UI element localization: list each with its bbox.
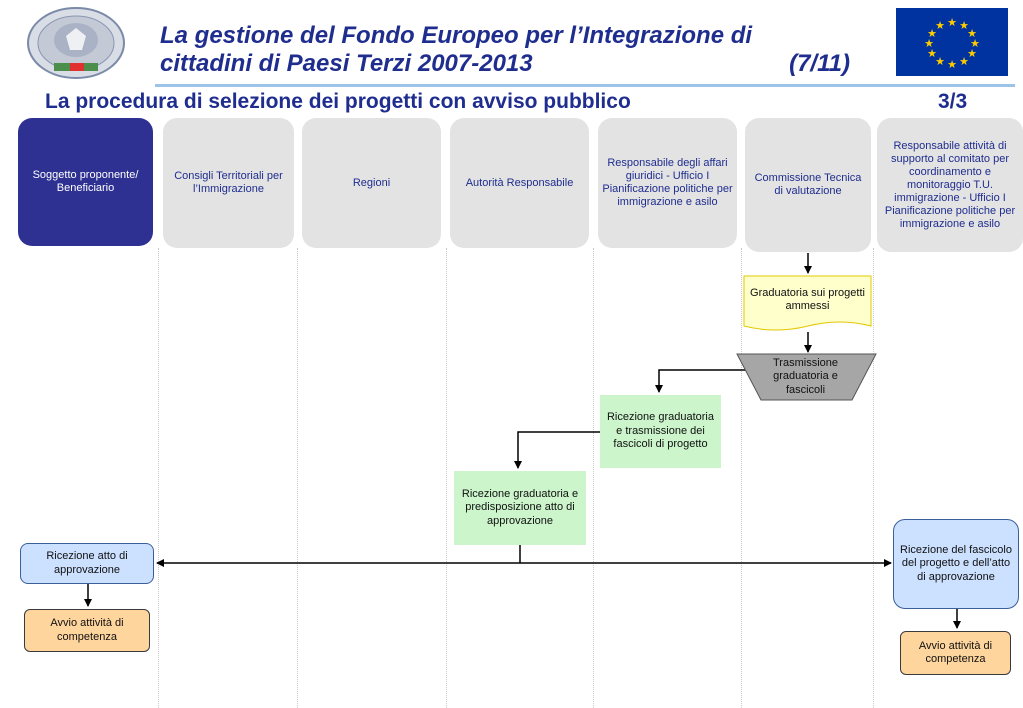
graduatoria-document: Graduatoria sui progetti ammessi: [750, 286, 865, 312]
trasmissione-step: Trasmissione graduatoria e fascicoli: [773, 356, 838, 396]
lane-header-consigli-territoriali: Consigli Territoriali per l’Immigrazione: [163, 118, 294, 248]
section-subtitle: La procedura di selezione dei progetti con avviso pubblico: [45, 90, 631, 113]
ricezione-trasmissione-step: Ricezione graduatoria e trasmissione dei fascicoli di progetto: [600, 395, 721, 468]
svg-text:★: ★: [959, 19, 969, 32]
svg-text:★: ★: [970, 37, 980, 50]
svg-text:★: ★: [935, 19, 945, 32]
lane-header-responsabile-supporto: Responsabile attività di supporto al comitato per coordinamento e monitoraggio T.U. immigrazione - Ufficio I Pianificazione politiche per immigrazione e asilo: [877, 118, 1023, 252]
svg-text:★: ★: [959, 55, 969, 68]
title-line-2: cittadini di Paesi Terzi 2007-2013: [160, 50, 533, 77]
page-counter: 3/3: [938, 90, 968, 113]
avvio-attivita-right: Avvio attività di competenza: [900, 631, 1011, 675]
svg-text:★: ★: [967, 47, 977, 60]
svg-text:★: ★: [947, 58, 957, 71]
title-page-index: (7/11): [789, 50, 850, 77]
arrow-ricezione-to-predisposizione: [518, 432, 600, 468]
svg-text:★: ★: [927, 27, 937, 40]
ricezione-fascicolo-step: Ricezione del fascicolo del progetto e dell’atto di approvazione: [893, 519, 1019, 609]
svg-text:★: ★: [967, 27, 977, 40]
lane-header-commissione-tecnica: Commissione Tecnica di valutazione: [745, 118, 871, 252]
lane-header-responsabile-affari-giuridici: Responsabile degli affari giuridici - Ufficio I Pianificazione politiche per immigrazione e asilo: [598, 118, 737, 248]
title-line-1: La gestione del Fondo Europeo per l’Integrazione di: [160, 22, 753, 49]
svg-text:★: ★: [924, 37, 934, 50]
svg-text:★: ★: [935, 55, 945, 68]
ricezione-atto-step: Ricezione atto di approvazione: [20, 543, 154, 584]
ricezione-predisposizione-step: Ricezione graduatoria e predisposizione atto di approvazione: [454, 471, 586, 545]
svg-text:★: ★: [947, 16, 957, 29]
avvio-attivita-left: Avvio attività di competenza: [24, 609, 150, 652]
svg-text:★: ★: [927, 47, 937, 60]
arrow-trasmissione-to-ricezione: [659, 370, 755, 392]
lane-header-autorita-responsabile: Autorità Responsabile: [450, 118, 589, 248]
lane-header-soggetto-proponente: Soggetto proponente/ Beneficiario: [18, 118, 153, 246]
lane-header-regioni: Regioni: [302, 118, 441, 248]
